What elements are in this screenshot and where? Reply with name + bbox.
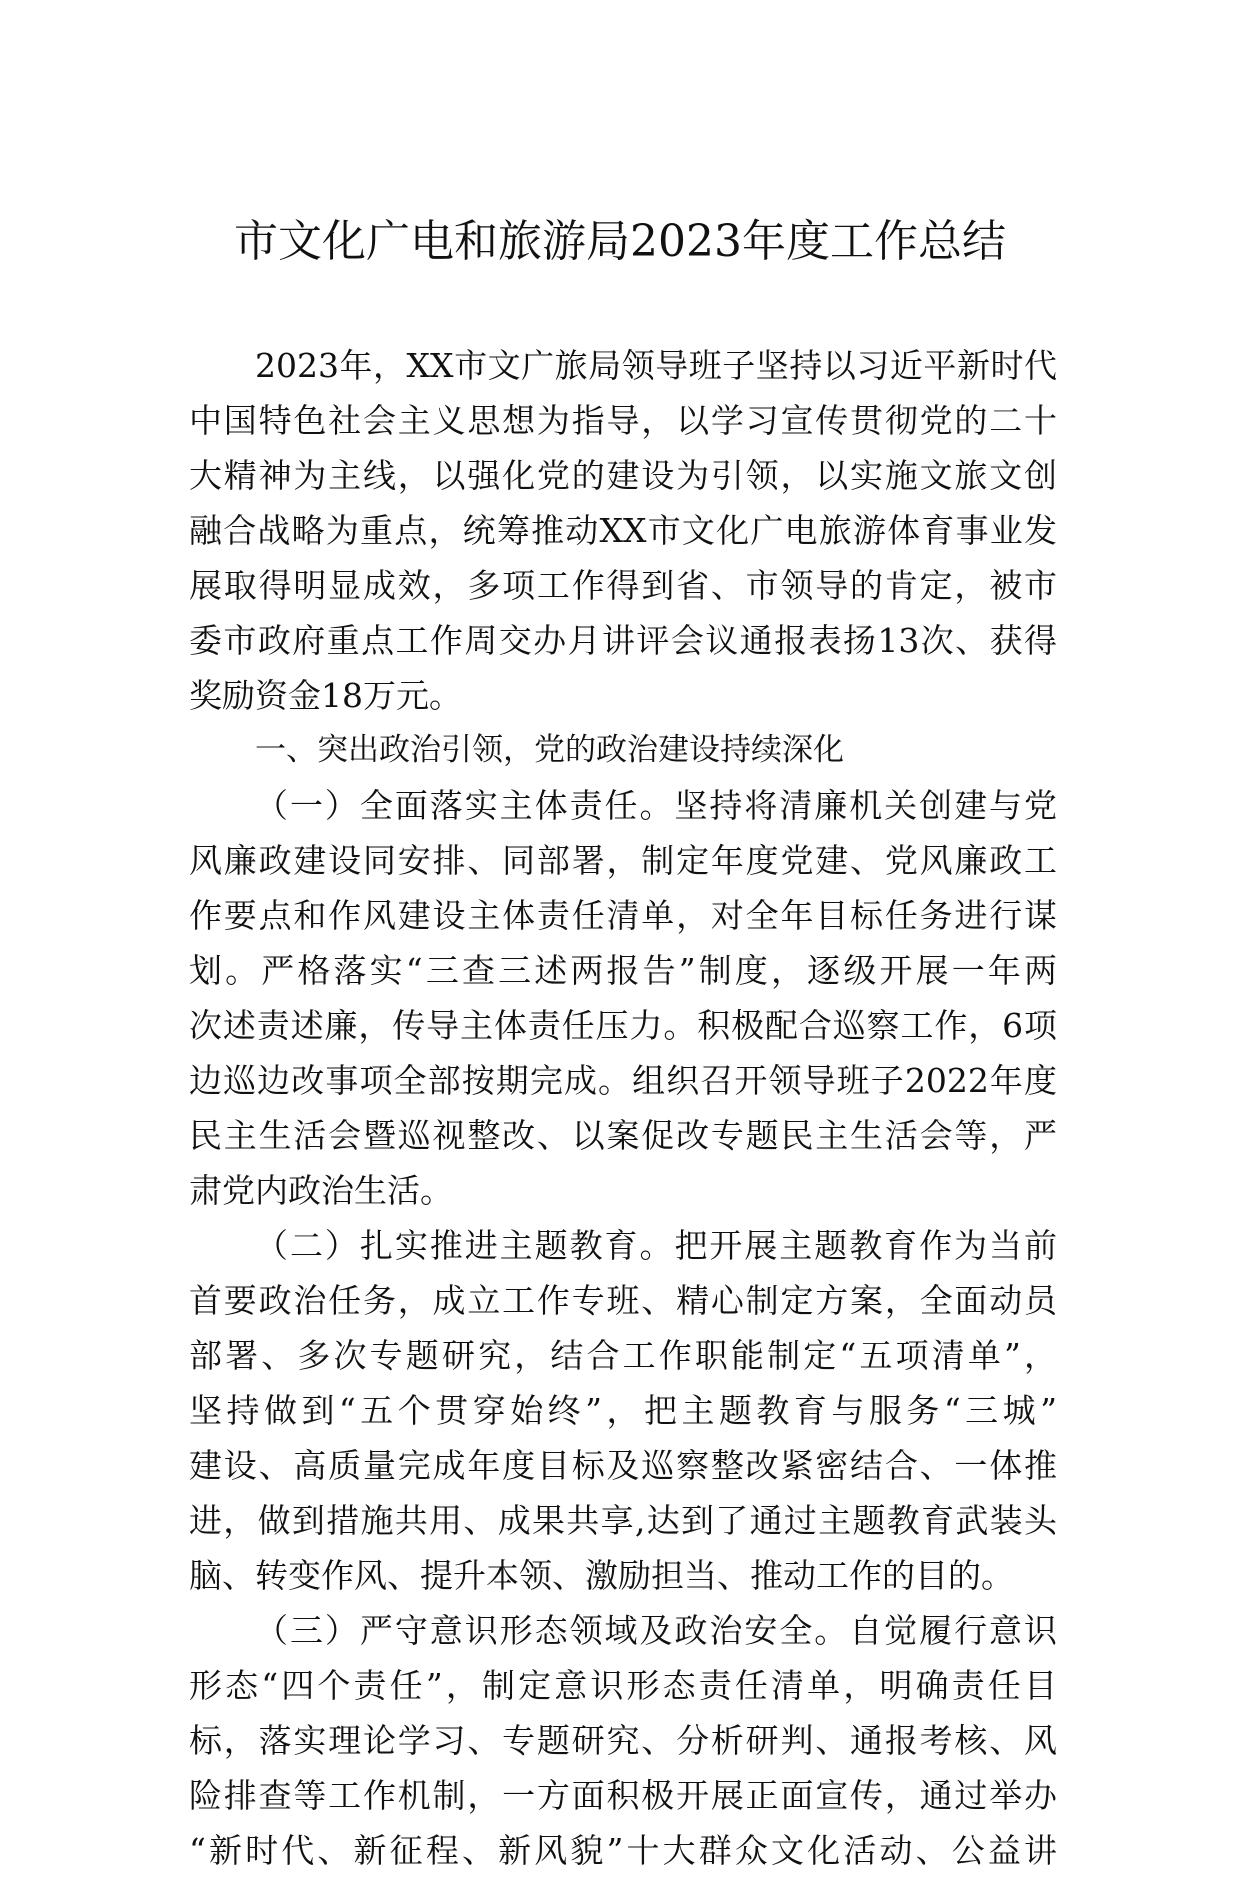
paragraph-line: “新时代、新征程、新风貌”十大群众文化活动、公益讲 [189,1831,1057,1870]
paragraph-line: 坚持做到“五个贯穿始终”，把主题教育与服务“三城” [189,1391,1057,1430]
paragraph-line: 2023年，XX市文广旅局领导班子坚持以习近平新时代 [255,346,1057,385]
paragraph-line: 建设、高质量完成年度目标及巡察整改紧密结合、一体推 [189,1446,1057,1485]
paragraph-line: 部署、多次专题研究，结合工作职能制定“五项清单”， [189,1336,1057,1375]
paragraph-line: （二）扎实推进主题教育。把开展主题教育作为当前 [255,1226,1057,1265]
document-body [189,338,1057,1878]
paragraph-line: 脑、转变作风、提升本领、激励担当、推动工作的目的。 [189,1556,1014,1595]
paragraph-line: 风廉政建设同安排、同部署，制定年度党建、党风廉政工 [189,841,1057,880]
section-heading: 一、突出政治引领，党的政治建设持续深化 [255,732,844,768]
paragraph-line: 民主生活会暨巡视整改、以案促改专题民主生活会等，严 [189,1116,1057,1155]
paragraph-line: （一）全面落实主体责任。坚持将清廉机关创建与党 [255,786,1057,825]
paragraph-line: （三）严守意识形态领域及政治安全。自觉履行意识 [255,1611,1057,1650]
paragraph-line: 肃党内政治生活。 [189,1171,453,1210]
paragraph-line: 大精神为主线，以强化党的建设为引领，以实施文旅文创 [189,456,1057,495]
paragraph-line: 形态“四个责任”，制定意识形态责任清单，明确责任目 [189,1666,1057,1705]
paragraph-line: 险排查等工作机制，一方面积极开展正面宣传，通过举办 [189,1776,1057,1815]
paragraph-line: 首要政治任务，成立工作专班、精心制定方案，全面动员 [189,1281,1057,1320]
paragraph-line: 次述责述廉，传导主体责任压力。积极配合巡察工作，6项 [189,1006,1057,1045]
paragraph-line: 委市政府重点工作周交办月讲评会议通报表扬13次、获得 [189,621,1057,660]
paragraph-line: 展取得明显成效，多项工作得到省、市领导的肯定，被市 [189,566,1057,605]
paragraph-line: 标，落实理论学习、专题研究、分析研判、通报考核、风 [189,1721,1057,1760]
paragraph-line: 进，做到措施共用、成果共享,达到了通过主题教育武装头 [189,1501,1057,1540]
paragraph-line: 划。严格落实“三查三述两报告”制度，逐级开展一年两 [189,951,1057,990]
paragraph-line: 中国特色社会主义思想为指导，以学习宣传贯彻党的二十 [189,401,1057,440]
paragraph-line: 边巡边改事项全部按期完成。组织召开领导班子2022年度 [189,1061,1057,1100]
paragraph-line: 作要点和作风建设主体责任清单，对全年目标任务进行谋 [189,896,1057,935]
paragraph-line: 奖励资金18万元。 [189,676,462,715]
paragraph-line: 融合战略为重点，统筹推动XX市文化广电旅游体育事业发 [189,511,1057,550]
document-title: 市文化广电和旅游局2023年度工作总结 [234,216,1006,267]
